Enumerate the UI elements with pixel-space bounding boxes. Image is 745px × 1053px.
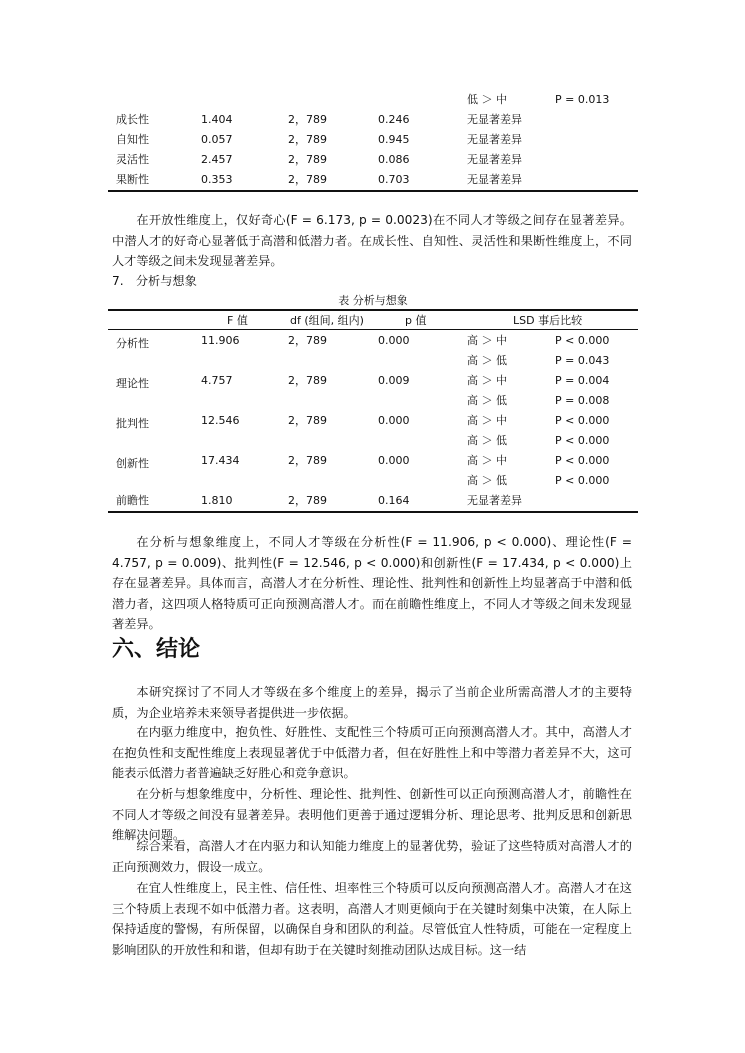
df-value: 2，789	[288, 414, 327, 427]
table-caption: 表 分析与想象	[338, 294, 408, 307]
p-value: 0.246	[378, 113, 410, 126]
f-value: 0.057	[201, 133, 233, 146]
trait-name: 前瞻性	[116, 494, 149, 507]
paragraph-openness: 在开放性维度上，仅好奇心(F = 6.173, p = 0.0023)在不同人才等级之间存在显著差异。中潜人才的好奇心显著低于高潜和低潜力者。在成长性、自知性、灵活性和果断性维度上，不同人才等级之间未发现显著差异。	[112, 213, 632, 268]
table-row	[108, 110, 638, 130]
f-value: 0.353	[201, 173, 233, 186]
p-value: 0.703	[378, 173, 410, 186]
df-value: 2，789	[288, 494, 327, 507]
df-value: 2，789	[288, 133, 327, 146]
lsd-comparison: 高 ＞ 低	[467, 354, 507, 367]
f-value: 1.404	[201, 113, 233, 126]
table-bottom-rule	[108, 511, 638, 513]
df-value: 2，789	[288, 454, 327, 467]
f-value: 11.906	[201, 334, 240, 347]
conclusion-paragraph: 综合来看，高潜人才在内驱力和认知能力维度上的显著优势，验证了这些特质对高潜人才的正向预测效力，假设一成立。	[112, 839, 632, 874]
table-row	[108, 431, 638, 451]
lsd-p-value: P < 0.000	[555, 334, 610, 347]
df-value: 2，789	[288, 334, 327, 347]
lsd-comparison: 无显著差异	[467, 153, 522, 166]
table-analysis	[108, 331, 638, 511]
f-value: 1.810	[201, 494, 233, 507]
p-value: 0.086	[378, 153, 410, 166]
lsd-comparison: 高 ＞ 中	[467, 334, 507, 347]
lsd-comparison: 高 ＞ 中	[467, 414, 507, 427]
table-row	[108, 150, 638, 170]
lsd-p-value: P = 0.008	[555, 394, 610, 407]
section-title: 六、结论	[112, 637, 201, 662]
conclusion-paragraph: 在分析与想象维度中，分析性、理论性、批判性、创新性可以正向预测高潜人才，前瞻性在不同人才等级之间没有显著差异。表明他们更善于通过逻辑分析、理论思考、批判反思和创新思维解决问题。	[112, 787, 632, 842]
table-row	[108, 411, 638, 431]
trait-name: 批判性	[116, 417, 149, 430]
lsd-comparison: 高 ＞ 中	[467, 454, 507, 467]
paragraph-analysis: 在分析与想象维度上，不同人才等级在分析性(F = 11.906, p < 0.000)、理论性(F = 4.757, p = 0.009)、批判性(F = 12.546, p < 0.000)和创新性(F = 17.434, p < 0.000)上存在显著差异。具体而言，高潜人才在分析性、理论性、批判性和创新性上均显著高于中潜和低潜力者，这四项人格特质可正向预测高潜人才。而在前瞻性维度上，不同人才等级之间未发现显著差异。	[112, 535, 632, 631]
conclusion-paragraph: 在内驱力维度中，抱负性、好胜性、支配性三个特质可正向预测高潜人才。其中，高潜人才在抱负性和支配性维度上表现显著优于中低潜力者，但在好胜性上和中等潜力者差异不大，这可能表示低潜力者普遍缺乏好胜心和竞争意识。	[112, 725, 632, 780]
p-value: 0.009	[378, 374, 410, 387]
f-value: 4.757	[201, 374, 233, 387]
table-row	[108, 451, 638, 471]
lsd-p-value: P < 0.000	[555, 474, 610, 487]
lsd-comparison: 高 ＞ 低	[467, 434, 507, 447]
lsd-comparison: 无显著差异	[467, 133, 522, 146]
trait-name: 灵活性	[116, 153, 149, 166]
table-row	[108, 331, 638, 351]
trait-name: 果断性	[116, 173, 149, 186]
lsd-comparison: 高 ＞ 中	[467, 374, 507, 387]
lsd-p-value: P = 0.013	[555, 93, 610, 106]
conclusion-paragraph: 本研究探讨了不同人才等级在多个维度上的差异，揭示了当前企业所需高潜人才的主要特质，为企业培养未来领导者提供进一步依据。	[112, 685, 632, 720]
lsd-comparison: 无显著差异	[467, 494, 522, 507]
conclusion-paragraph: 在宜人性维度上，民主性、信任性、坦率性三个特质可以反向预测高潜人才。高潜人才在这三个特质上表现不如中低潜力者。这表明，高潜人才则更倾向于在关键时刻集中决策，在人际上保持适度的警惕，有所保留，以确保自身和团队的利益。尽管低宜人性特质，可能在一定程度上影响团队的开放性和和谐，但却有助于在关键时刻推动团队达成目标。这一结	[112, 881, 632, 957]
table-row	[108, 170, 638, 190]
df-value: 2，789	[288, 374, 327, 387]
table-row	[108, 491, 638, 511]
table-row	[108, 130, 638, 150]
table-top-rule	[108, 309, 638, 311]
trait-name: 成长性	[116, 113, 149, 126]
lsd-p-value: P < 0.000	[555, 454, 610, 467]
table-row	[108, 371, 638, 391]
header-df: df (组间, 组内)	[290, 314, 364, 327]
header-f: F 值	[227, 314, 248, 327]
lsd-comparison: 高 ＞ 低	[467, 394, 507, 407]
table-bottom-rule	[108, 190, 638, 192]
table-row	[108, 351, 638, 371]
trait-name: 分析性	[116, 337, 149, 350]
p-value: 0.000	[378, 414, 410, 427]
table-row	[108, 90, 638, 110]
table-header-rule	[108, 329, 638, 330]
subsection-heading: 7. 分析与想象	[112, 274, 197, 288]
f-value: 2.457	[201, 153, 233, 166]
lsd-comparison: 高 ＞ 低	[467, 474, 507, 487]
df-value: 2，789	[288, 113, 327, 126]
p-value: 0.945	[378, 133, 410, 146]
trait-name: 理论性	[116, 377, 149, 390]
p-value: 0.000	[378, 334, 410, 347]
lsd-p-value: P = 0.043	[555, 354, 610, 367]
lsd-comparison: 无显著差异	[467, 173, 522, 186]
df-value: 2，789	[288, 173, 327, 186]
header-p: p 值	[405, 314, 427, 327]
trait-name: 创新性	[116, 457, 149, 470]
lsd-p-value: P = 0.004	[555, 374, 610, 387]
trait-name: 自知性	[116, 133, 149, 146]
lsd-comparison: 低 ＞ 中	[467, 93, 507, 106]
lsd-comparison: 无显著差异	[467, 113, 522, 126]
df-value: 2，789	[288, 153, 327, 166]
p-value: 0.164	[378, 494, 410, 507]
p-value: 0.000	[378, 454, 410, 467]
table-row	[108, 391, 638, 411]
table-top	[108, 90, 638, 190]
f-value: 17.434	[201, 454, 240, 467]
lsd-p-value: P < 0.000	[555, 414, 610, 427]
table-row	[108, 471, 638, 491]
f-value: 12.546	[201, 414, 240, 427]
header-lsd: LSD 事后比较	[513, 314, 583, 327]
lsd-p-value: P < 0.000	[555, 434, 610, 447]
